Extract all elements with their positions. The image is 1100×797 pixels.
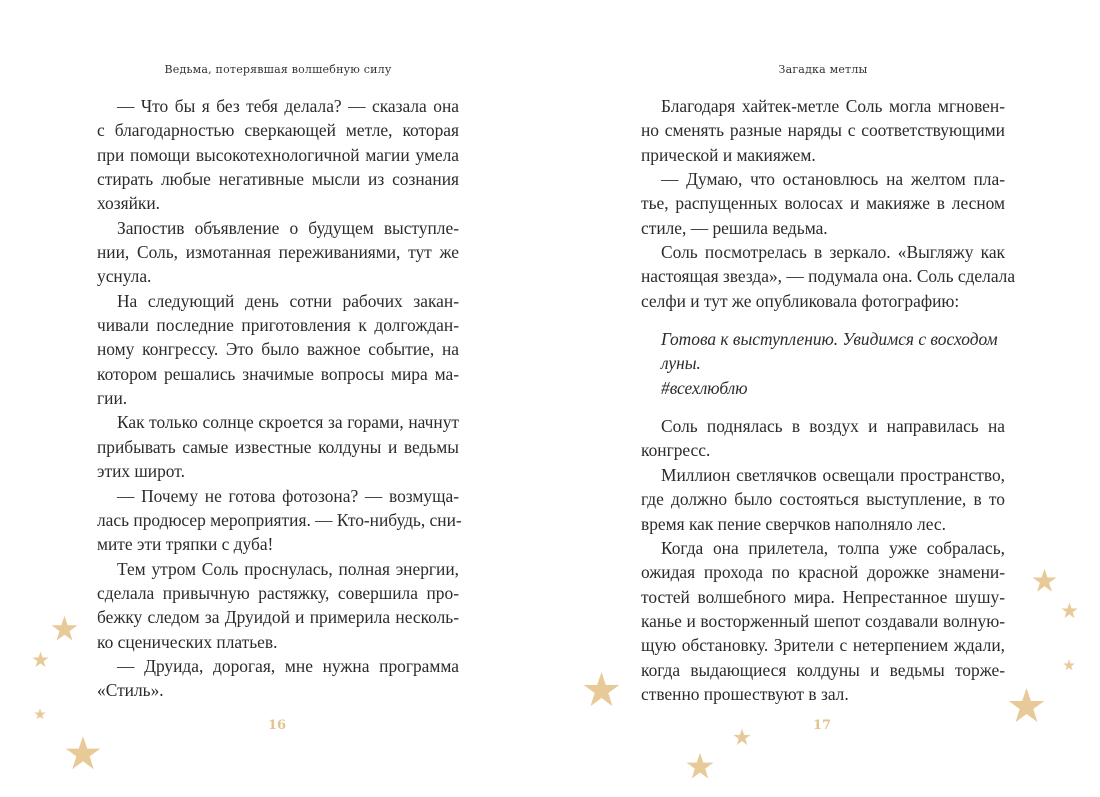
text-line: котором решались значимые вопросы мира ма-: [97, 363, 459, 384]
page-number-left: 16: [267, 718, 287, 733]
star-icon: [1032, 568, 1057, 593]
text-line: щую обстановку. Зрители с нетерпением ждали,: [641, 635, 1005, 656]
text-line: настоящая звезда», — подумала она. Соль сделала: [641, 266, 1016, 287]
star-icon: [34, 708, 46, 720]
star-icon: [32, 651, 49, 668]
text-line: гии.: [97, 388, 128, 409]
text-line: Миллион светлячков освещали пространство,: [661, 464, 1005, 485]
text-line: тостей волшебного мира. Непрестанное шушу-: [641, 586, 1005, 607]
text-line: — Думаю, что остановлюсь на желтом пла-: [661, 169, 1005, 190]
text-line: хозяйки.: [97, 193, 161, 214]
text-line: — Почему не готова фотозона? — возмуща-: [117, 485, 459, 506]
text-line: но сменять разные наряды с соответствующими: [641, 120, 1005, 141]
text-line: с благодарностью сверкающей метле, которая: [97, 120, 459, 141]
right-page: [550, 0, 1100, 797]
text-line: ственно прошествуют в зал.: [641, 683, 849, 704]
star-icon: [1063, 659, 1075, 671]
text-line: где должно было состояться выступление, в то: [641, 489, 1005, 510]
text-line: Тем утром Соль проснулась, полная энергии,: [117, 558, 459, 579]
social-post-quote: [641, 327, 1005, 400]
text-line: Соль поднялась в воздух и направилась на: [661, 416, 1005, 437]
text-line: стирать любые негативные мысли из сознания: [97, 169, 459, 190]
text-line: нии, Соль, измотанная переживаниями, тут же: [97, 242, 459, 263]
left-page-body: [97, 94, 462, 703]
hashtag: #всехлюблю: [661, 377, 748, 398]
star-icon: [65, 735, 101, 771]
text-line: прибывать самые известные колдуны и ведьмы: [97, 436, 459, 457]
text-line: прической и макияжем.: [641, 144, 816, 165]
text-line: сделала привычную растяжку, совершила про-: [97, 582, 459, 603]
text-line: этих широт.: [97, 461, 185, 482]
star-icon: [51, 615, 78, 642]
text-line: Благодаря хайтек-метле Соль могла мгновен-: [661, 96, 1005, 116]
text-line: На следующий день сотни рабочих закан-: [117, 290, 459, 311]
text-line: Соль посмотрелась в зеркало. «Выгляжу как: [661, 242, 1005, 263]
quote-line: Готова к выступлению. Увидимся с восходом: [661, 329, 998, 350]
text-line: ному конгрессу. Это было важное событие, на: [97, 339, 459, 360]
text-line: когда выдающиеся колдуны и ведьмы торже-: [641, 659, 1005, 680]
right-page-text-after-quote: [641, 414, 1005, 706]
right-page-text-before-quote: [641, 94, 1016, 313]
text-line: тье, распущенных волосах и макияже в лесном: [641, 193, 1005, 214]
text-line: канье и восторженный шепот создавали волную-: [641, 610, 1005, 631]
quote-line: луны.: [661, 353, 701, 374]
star-icon: [583, 671, 620, 708]
text-line: время как пение сверчков наполняло лес.: [641, 513, 946, 534]
running-head-book-title: Ведьма, потерявшая волшебную силу: [164, 63, 392, 76]
running-head-chapter-title: Загадка метлы: [778, 63, 868, 76]
text-line: «Стиль».: [97, 680, 164, 701]
text-line: Как только солнце скроется за горами, начнут: [117, 412, 459, 433]
text-line: бежку следом за Друидой и примерила несколь-: [97, 607, 459, 628]
text-line: уснула.: [97, 266, 152, 287]
text-line: ожидая прохода по красной дорожке знамени-: [641, 562, 1005, 583]
text-line: при помощи высокотехнологичной магии умела: [97, 144, 459, 165]
text-line: селфи и тут же опубликовала фотографию:: [641, 290, 960, 311]
text-line: лась продюсер мероприятия. — Кто-нибудь, сни-: [97, 509, 462, 530]
right-page-body: [641, 94, 1016, 706]
star-icon: [686, 752, 714, 780]
text-line: Когда она прилетела, толпа уже собралась,: [661, 537, 1005, 558]
text-line: конгресс.: [641, 440, 711, 461]
text-line: Запостив объявление о будущем выступле-: [117, 217, 459, 238]
star-icon: [1061, 602, 1078, 619]
page-number-right: 17: [812, 718, 832, 733]
text-line: мите эти тряпки с дуба!: [97, 534, 274, 555]
text-line: — Что бы я без тебя делала? — сказала она: [117, 96, 459, 116]
text-line: — Друида, дорогая, мне нужна программа: [117, 655, 459, 676]
star-icon: [1008, 687, 1045, 724]
text-line: ко сценических платьев.: [97, 631, 278, 652]
text-line: чивали последние приготовления к долгождан-: [97, 315, 459, 336]
text-line: стиле, — решила ведьма.: [641, 217, 828, 238]
star-icon: [733, 728, 751, 746]
